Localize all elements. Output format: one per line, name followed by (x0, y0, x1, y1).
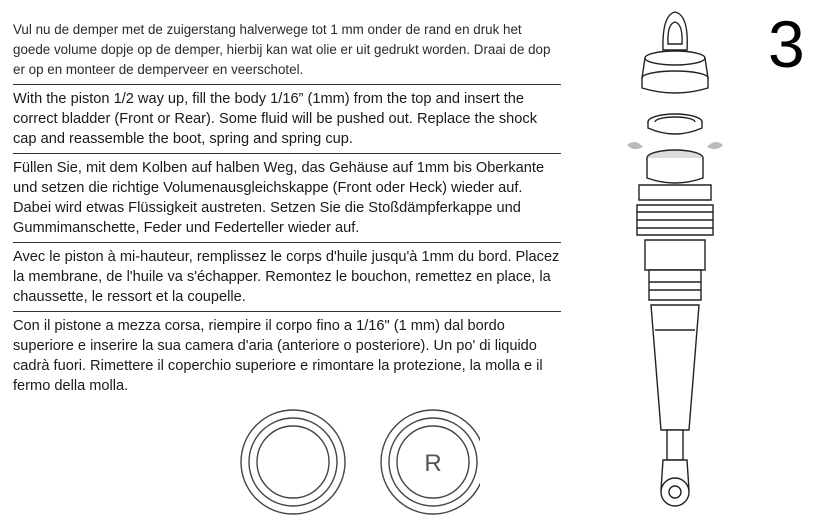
step-number: 3 (768, 7, 805, 81)
divider (13, 84, 561, 85)
divider (13, 153, 561, 154)
shock-absorber-icon (615, 0, 735, 525)
divider (13, 242, 561, 243)
instruction-italian: Con il pistone a mezza corsa, riempire il corpo fino a 1/16" (1 mm) dal bordo superiore e inserire la sua camera d'aria (anteriore o posteriore). Un po' di liquido cadrà fuori. Rimettere il coperchio superiore e rimontare la protezione, la molla e il fermo della molla. (13, 318, 543, 394)
instruction-english: With the piston 1/2 way up, fill the body 1/16” (1mm) from the top and insert the correct bladder (Front or Rear). Some fluid will be pushed out. Replace the shock cap and reassemble the boot, spring and spring cup. (13, 91, 538, 147)
instruction-dutch: Vul nu de demper met de zuigerstang halverwege tot 1 mm onder de rand en druk het goede volume dopje op de demper, hierbij kan wat olie er uit gedrukt worden. Draai de dop er op en monteer de demperveer en veerschotel. (13, 22, 551, 77)
instructions-column (13, 20, 561, 400)
instruction-german: Füllen Sie, mit dem Kolben auf halben Weg, das Gehäuse auf 1mm bis Oberkante und setzen die richtige Volumenausgleichskappe (Front oder Heck) wieder auf. Dabei wird etwas Flüssigkeit austreten. Setzen Sie die Stoßdämpferkappe und Gummimanschette, Feder und Federteller wieder auf. (13, 160, 545, 236)
divider (13, 311, 561, 312)
rear-bladder-label: R (424, 450, 442, 477)
bladder-illustrations (240, 405, 480, 525)
front-bladder-icon (241, 410, 345, 514)
instruction-french: Avec le piston à mi-hauteur, remplissez le corps d'huile jusqu'à 1mm du bord. Placez la membrane, de l'huile va s'échapper. Remontez le bouchon, remettez en place, la chaussette, le ressort et la coupelle. (13, 249, 560, 305)
